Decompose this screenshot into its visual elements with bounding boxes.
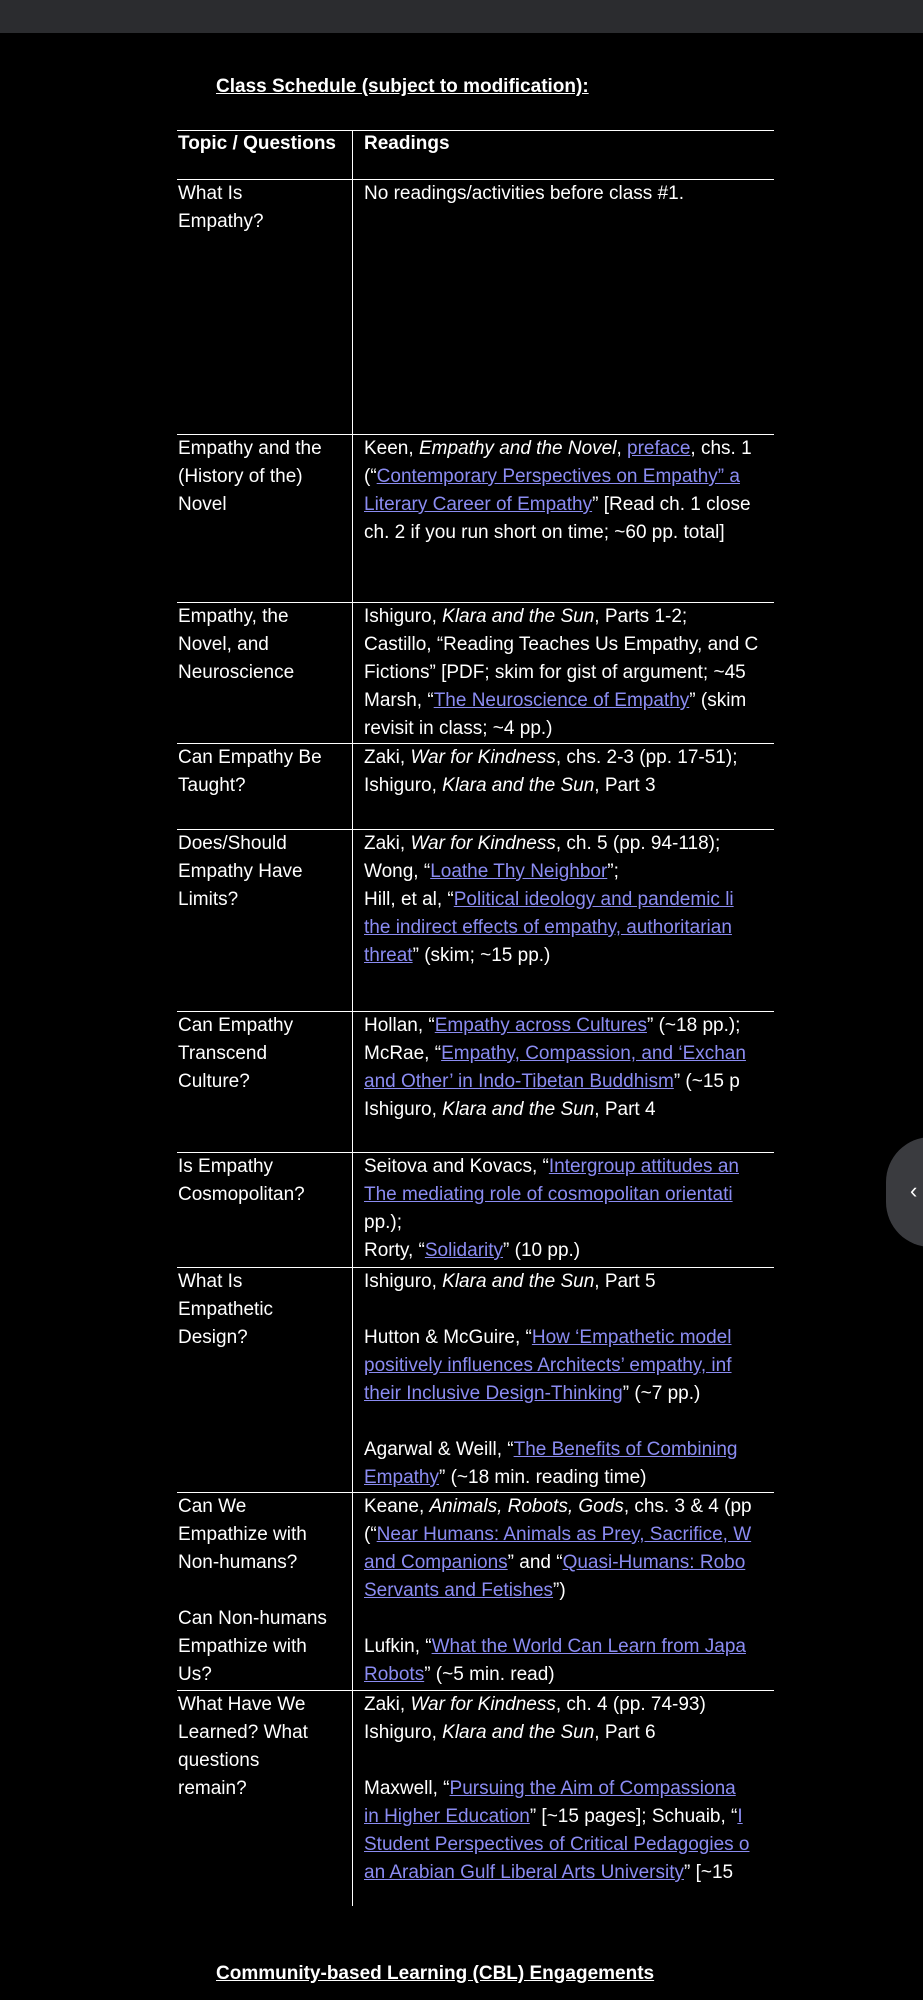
table-row: [177, 435, 774, 603]
topic-line: Can Non-humans: [178, 1608, 327, 1629]
reading-text: Zaki,: [364, 747, 411, 768]
reading-link[interactable]: What the World Can Learn from Japa: [431, 1636, 746, 1657]
class-schedule-table: [177, 130, 774, 1906]
topic-cell: [177, 180, 353, 435]
reading-link[interactable]: an Arabian Gulf Liberal Arts University: [364, 1862, 684, 1883]
book-title: Klara and the Sun: [442, 606, 595, 627]
side-panel-toggle-button[interactable]: [886, 1137, 923, 1247]
reading-line: [364, 1859, 774, 1887]
reading-line: [364, 1577, 774, 1605]
readings-cell: [353, 1012, 775, 1153]
readings-cell: [353, 744, 775, 830]
reading-text: Ishiguro,: [364, 1271, 443, 1292]
reading-line: [364, 1068, 774, 1096]
reading-link[interactable]: Contemporary Perspectives on Empathy” a: [376, 466, 740, 487]
reading-text: Keen,: [364, 438, 419, 459]
reading-line: [364, 631, 774, 659]
topic-line: Can Empathy Be: [178, 747, 322, 768]
browser-top-bar: [0, 0, 923, 33]
topic-line: Design?: [178, 1327, 248, 1348]
book-title: Klara and the Sun: [442, 1099, 595, 1120]
readings-cell: [353, 1691, 775, 1907]
reading-line: [364, 659, 774, 687]
reading-text: ch. 2 if you run short on time; ~60 pp. total]: [364, 522, 725, 543]
reading-line: [364, 914, 774, 942]
topic-line: Empathy and the: [178, 438, 322, 459]
topic-line: Novel: [178, 494, 227, 515]
reading-link[interactable]: Solidarity: [424, 1240, 504, 1261]
reading-link[interactable]: their Inclusive Design-Thinking: [364, 1383, 623, 1404]
reading-line: [364, 1324, 774, 1352]
reading-line: [364, 744, 774, 772]
reading-text: ” [~15: [684, 1862, 734, 1883]
book-title: War for Kindness: [410, 1694, 556, 1715]
reading-text: Agarwal & Weill, “: [364, 1439, 514, 1460]
book-title: Klara and the Sun: [442, 775, 595, 796]
reading-link[interactable]: Robots: [364, 1664, 425, 1685]
book-title: War for Kindness: [410, 833, 556, 854]
reading-text: Wong, “: [364, 861, 431, 882]
reading-line: [364, 942, 774, 970]
reading-link[interactable]: Intergroup attitudes an: [548, 1156, 739, 1177]
topic-line: Transcend: [178, 1043, 268, 1064]
table-row: [177, 1268, 774, 1493]
book-title: Klara and the Sun: [442, 1271, 595, 1292]
table-row: [177, 744, 774, 830]
reading-text: , Part 6: [594, 1722, 656, 1743]
topic-line: Us?: [178, 1664, 212, 1685]
topic-line: Does/Should: [178, 833, 287, 854]
topic-line: Neuroscience: [178, 662, 295, 683]
reading-text: Keane,: [364, 1496, 430, 1517]
reading-line: [364, 858, 774, 886]
book-title: Animals, Robots, Gods: [429, 1496, 624, 1517]
reading-text: Seitova and Kovacs, “: [364, 1156, 549, 1177]
reading-link[interactable]: Pursuing the Aim of Compassiona: [449, 1778, 736, 1799]
reading-line: [364, 435, 774, 463]
reading-link[interactable]: Loathe Thy Neighbor: [430, 861, 608, 882]
readings-cell: [353, 1153, 775, 1268]
readings-cell: [353, 435, 775, 603]
reading-link[interactable]: the indirect effects of empathy, authoritarian: [364, 917, 732, 938]
reading-line: [364, 1268, 774, 1296]
reading-link[interactable]: Servants and Fetishes: [364, 1580, 554, 1601]
reading-text: Hollan, “: [364, 1015, 435, 1036]
table-row: [177, 1012, 774, 1153]
reading-text: Ishiguro,: [364, 775, 443, 796]
topic-cell: [177, 1493, 353, 1691]
reading-link[interactable]: Political ideology and pandemic li: [453, 889, 734, 910]
topic-line: What Have We: [178, 1694, 306, 1715]
blank-line: [364, 1296, 774, 1324]
reading-link[interactable]: The mediating role of cosmopolitan orientati: [364, 1184, 733, 1205]
topic-line: Cosmopolitan?: [178, 1184, 305, 1205]
reading-text: Ishiguro,: [364, 606, 443, 627]
topic-line: Can Empathy: [178, 1015, 294, 1036]
reading-line: [364, 1464, 774, 1492]
reading-link[interactable]: preface: [627, 438, 691, 459]
reading-text: ,: [616, 438, 628, 459]
reading-text: McRae, “: [364, 1043, 442, 1064]
reading-line: [364, 1209, 774, 1237]
topic-cell: [177, 1012, 353, 1153]
reading-line: [364, 1153, 774, 1181]
topic-line: Can We: [178, 1496, 247, 1517]
readings-cell: [353, 180, 775, 435]
chevron-left-icon: ‹: [910, 1178, 918, 1203]
reading-text: No readings/activities before class #1.: [364, 183, 684, 204]
reading-text: Hutton & McGuire, “: [364, 1327, 532, 1348]
table-row: [177, 1691, 774, 1907]
readings-cell: [353, 603, 775, 744]
readings-cell: [353, 1268, 775, 1493]
reading-line: [364, 1493, 774, 1521]
reading-text: , Parts 1-2;: [594, 606, 688, 627]
reading-text: ” (skim; ~15 pp.): [412, 945, 551, 966]
cbl-section-title: Community-based Learning (CBL) Engagements: [216, 1963, 655, 1984]
reading-text: ” (10 pp.): [503, 1240, 581, 1261]
topic-cell: [177, 830, 353, 1012]
reading-line: [364, 715, 774, 743]
reading-text: Fictions” [PDF; skim for gist of argument; ~45: [364, 662, 746, 683]
reading-text: , chs. 3 & 4 (pp: [623, 1496, 752, 1517]
reading-text: , ch. 5 (pp. 94-118);: [555, 833, 721, 854]
topic-line: Empathy?: [178, 211, 264, 232]
reading-text: (“: [364, 1524, 377, 1545]
topic-line: (History of the): [178, 466, 303, 487]
table-row: [177, 603, 774, 744]
page-title: Class Schedule (subject to modification):: [216, 76, 589, 97]
reading-text: Maxwell, “: [364, 1778, 450, 1799]
table-row: [177, 830, 774, 1012]
topic-line: [178, 1577, 352, 1605]
reading-text: ”): [553, 1580, 566, 1601]
reading-line: [364, 687, 774, 715]
reading-line: [364, 180, 774, 208]
topic-line: remain?: [178, 1778, 247, 1799]
reading-text: Lufkin, “: [364, 1636, 432, 1657]
reading-line: [364, 1775, 774, 1803]
reading-text: ” (skim: [689, 690, 747, 711]
topic-line: Limits?: [178, 889, 239, 910]
topic-line: Empathy Have: [178, 861, 303, 882]
reading-text: (“: [364, 466, 377, 487]
book-title: Empathy and the Novel: [418, 438, 617, 459]
table-header-row: [177, 131, 774, 180]
topic-line: Novel, and: [178, 634, 269, 655]
topic-line: Taught?: [178, 775, 246, 796]
topic-line: Empathetic: [178, 1299, 274, 1320]
reading-link[interactable]: and Other’ in Indo-Tibetan Buddhism: [364, 1071, 674, 1092]
reading-text: ” and “: [507, 1552, 563, 1573]
reading-line: [364, 1831, 774, 1859]
table-row: [177, 1153, 774, 1268]
reading-line: [364, 1803, 774, 1831]
reading-line: [364, 603, 774, 631]
book-title: Klara and the Sun: [442, 1722, 595, 1743]
schedule-viewport[interactable]: [177, 130, 774, 1906]
topic-line: Empathize with: [178, 1524, 307, 1545]
topic-line: Is Empathy: [178, 1156, 274, 1177]
reading-text: , Part 5: [594, 1271, 656, 1292]
book-title: War for Kindness: [410, 747, 556, 768]
reading-line: [364, 1012, 774, 1040]
readings-column-header: Readings: [353, 131, 775, 180]
reading-link[interactable]: Student Perspectives of Critical Pedagogies o: [364, 1834, 750, 1855]
reading-link[interactable]: Empathy across Cultures: [434, 1015, 647, 1036]
reading-text: Marsh, “: [364, 690, 434, 711]
reading-text: Ishiguro,: [364, 1099, 443, 1120]
topic-cell: [177, 1153, 353, 1268]
reading-text: , Part 4: [594, 1099, 656, 1120]
reading-text: revisit in class; ~4 pp.): [364, 718, 553, 739]
topic-line: Non-humans?: [178, 1552, 298, 1573]
reading-text: Ishiguro,: [364, 1722, 443, 1743]
reading-link[interactable]: Quasi-Humans: Robo: [562, 1552, 746, 1573]
reading-line: [364, 1096, 774, 1124]
reading-text: Rorty, “: [364, 1240, 425, 1261]
topic-cell: [177, 603, 353, 744]
reading-link[interactable]: The Neuroscience of Empathy: [433, 690, 690, 711]
reading-line: [364, 1352, 774, 1380]
topic-cell: [177, 1691, 353, 1907]
reading-text: , Part 3: [594, 775, 656, 796]
reading-text: , ch. 4 (pp. 74-93): [555, 1694, 706, 1715]
reading-text: Hill, et al, “: [364, 889, 454, 910]
reading-text: , chs. 2-3 (pp. 17-51);: [555, 747, 738, 768]
reading-link[interactable]: Near Humans: Animals as Prey, Sacrifice, W: [376, 1524, 752, 1545]
reading-line: [364, 1719, 774, 1747]
topic-line: What Is: [178, 183, 243, 204]
reading-link[interactable]: How ‘Empathetic model: [531, 1327, 732, 1348]
reading-line: [364, 1521, 774, 1549]
reading-text: , chs. 1: [690, 438, 752, 459]
reading-line: [364, 1040, 774, 1068]
reading-line: [364, 886, 774, 914]
reading-line: [364, 491, 774, 519]
reading-text: ” (~7 pp.): [622, 1383, 701, 1404]
topic-line: Learned? What: [178, 1722, 308, 1743]
reading-line: [364, 772, 774, 800]
topic-line: Culture?: [178, 1071, 250, 1092]
reading-text: pp.);: [364, 1212, 403, 1233]
reading-line: [364, 1237, 774, 1265]
reading-text: ” [~15 pages]; Schuaib, “: [529, 1806, 738, 1827]
reading-text: ” [Read ch. 1 close: [592, 494, 751, 515]
schedule-body: [177, 180, 774, 1907]
readings-cell: [353, 830, 775, 1012]
reading-text: Zaki,: [364, 833, 411, 854]
reading-text: ” (~5 min. read): [424, 1664, 555, 1685]
blank-line: [364, 1747, 774, 1775]
reading-link[interactable]: threat: [364, 945, 413, 966]
reading-text: ” (~18 pp.);: [647, 1015, 741, 1036]
readings-cell: [353, 1493, 775, 1691]
reading-link[interactable]: and Companions: [364, 1552, 508, 1573]
reading-line: [364, 830, 774, 858]
topic-line: Empathize with: [178, 1636, 307, 1657]
reading-link[interactable]: Empathy: [364, 1467, 439, 1488]
reading-line: [364, 1380, 774, 1408]
reading-text: ”;: [607, 861, 619, 882]
reading-link[interactable]: The Benefits of Combining: [513, 1439, 738, 1460]
topic-cell: [177, 1268, 353, 1493]
reading-line: [364, 1436, 774, 1464]
reading-text: Castillo, “Reading Teaches Us Empathy, and C: [364, 634, 759, 655]
reading-text: ” (~15 p: [673, 1071, 740, 1092]
reading-link[interactable]: positively influences Architects’ empathy, inf: [364, 1355, 732, 1376]
blank-line: [364, 1605, 774, 1633]
reading-text: Zaki,: [364, 1694, 411, 1715]
reading-line: [364, 519, 774, 547]
reading-line: [364, 1633, 774, 1661]
reading-link[interactable]: in Higher Education: [364, 1806, 530, 1827]
topic-line: questions: [178, 1750, 260, 1771]
reading-link[interactable]: I: [737, 1806, 743, 1827]
blank-line: [364, 1408, 774, 1436]
topic-cell: [177, 435, 353, 603]
reading-link[interactable]: Literary Career of Empathy: [364, 494, 593, 515]
topic-line: Empathy, the: [178, 606, 289, 627]
reading-line: [364, 1691, 774, 1719]
reading-line: [364, 1661, 774, 1689]
reading-line: [364, 1181, 774, 1209]
topic-line: What Is: [178, 1271, 243, 1292]
reading-line: [364, 1549, 774, 1577]
table-row: [177, 180, 774, 435]
reading-line: [364, 463, 774, 491]
table-row: [177, 1493, 774, 1691]
reading-link[interactable]: Empathy, Compassion, and ‘Exchan: [441, 1043, 746, 1064]
topic-column-header: Topic / Questions: [177, 131, 353, 180]
topic-cell: [177, 744, 353, 830]
reading-text: ” (~18 min. reading time): [438, 1467, 647, 1488]
